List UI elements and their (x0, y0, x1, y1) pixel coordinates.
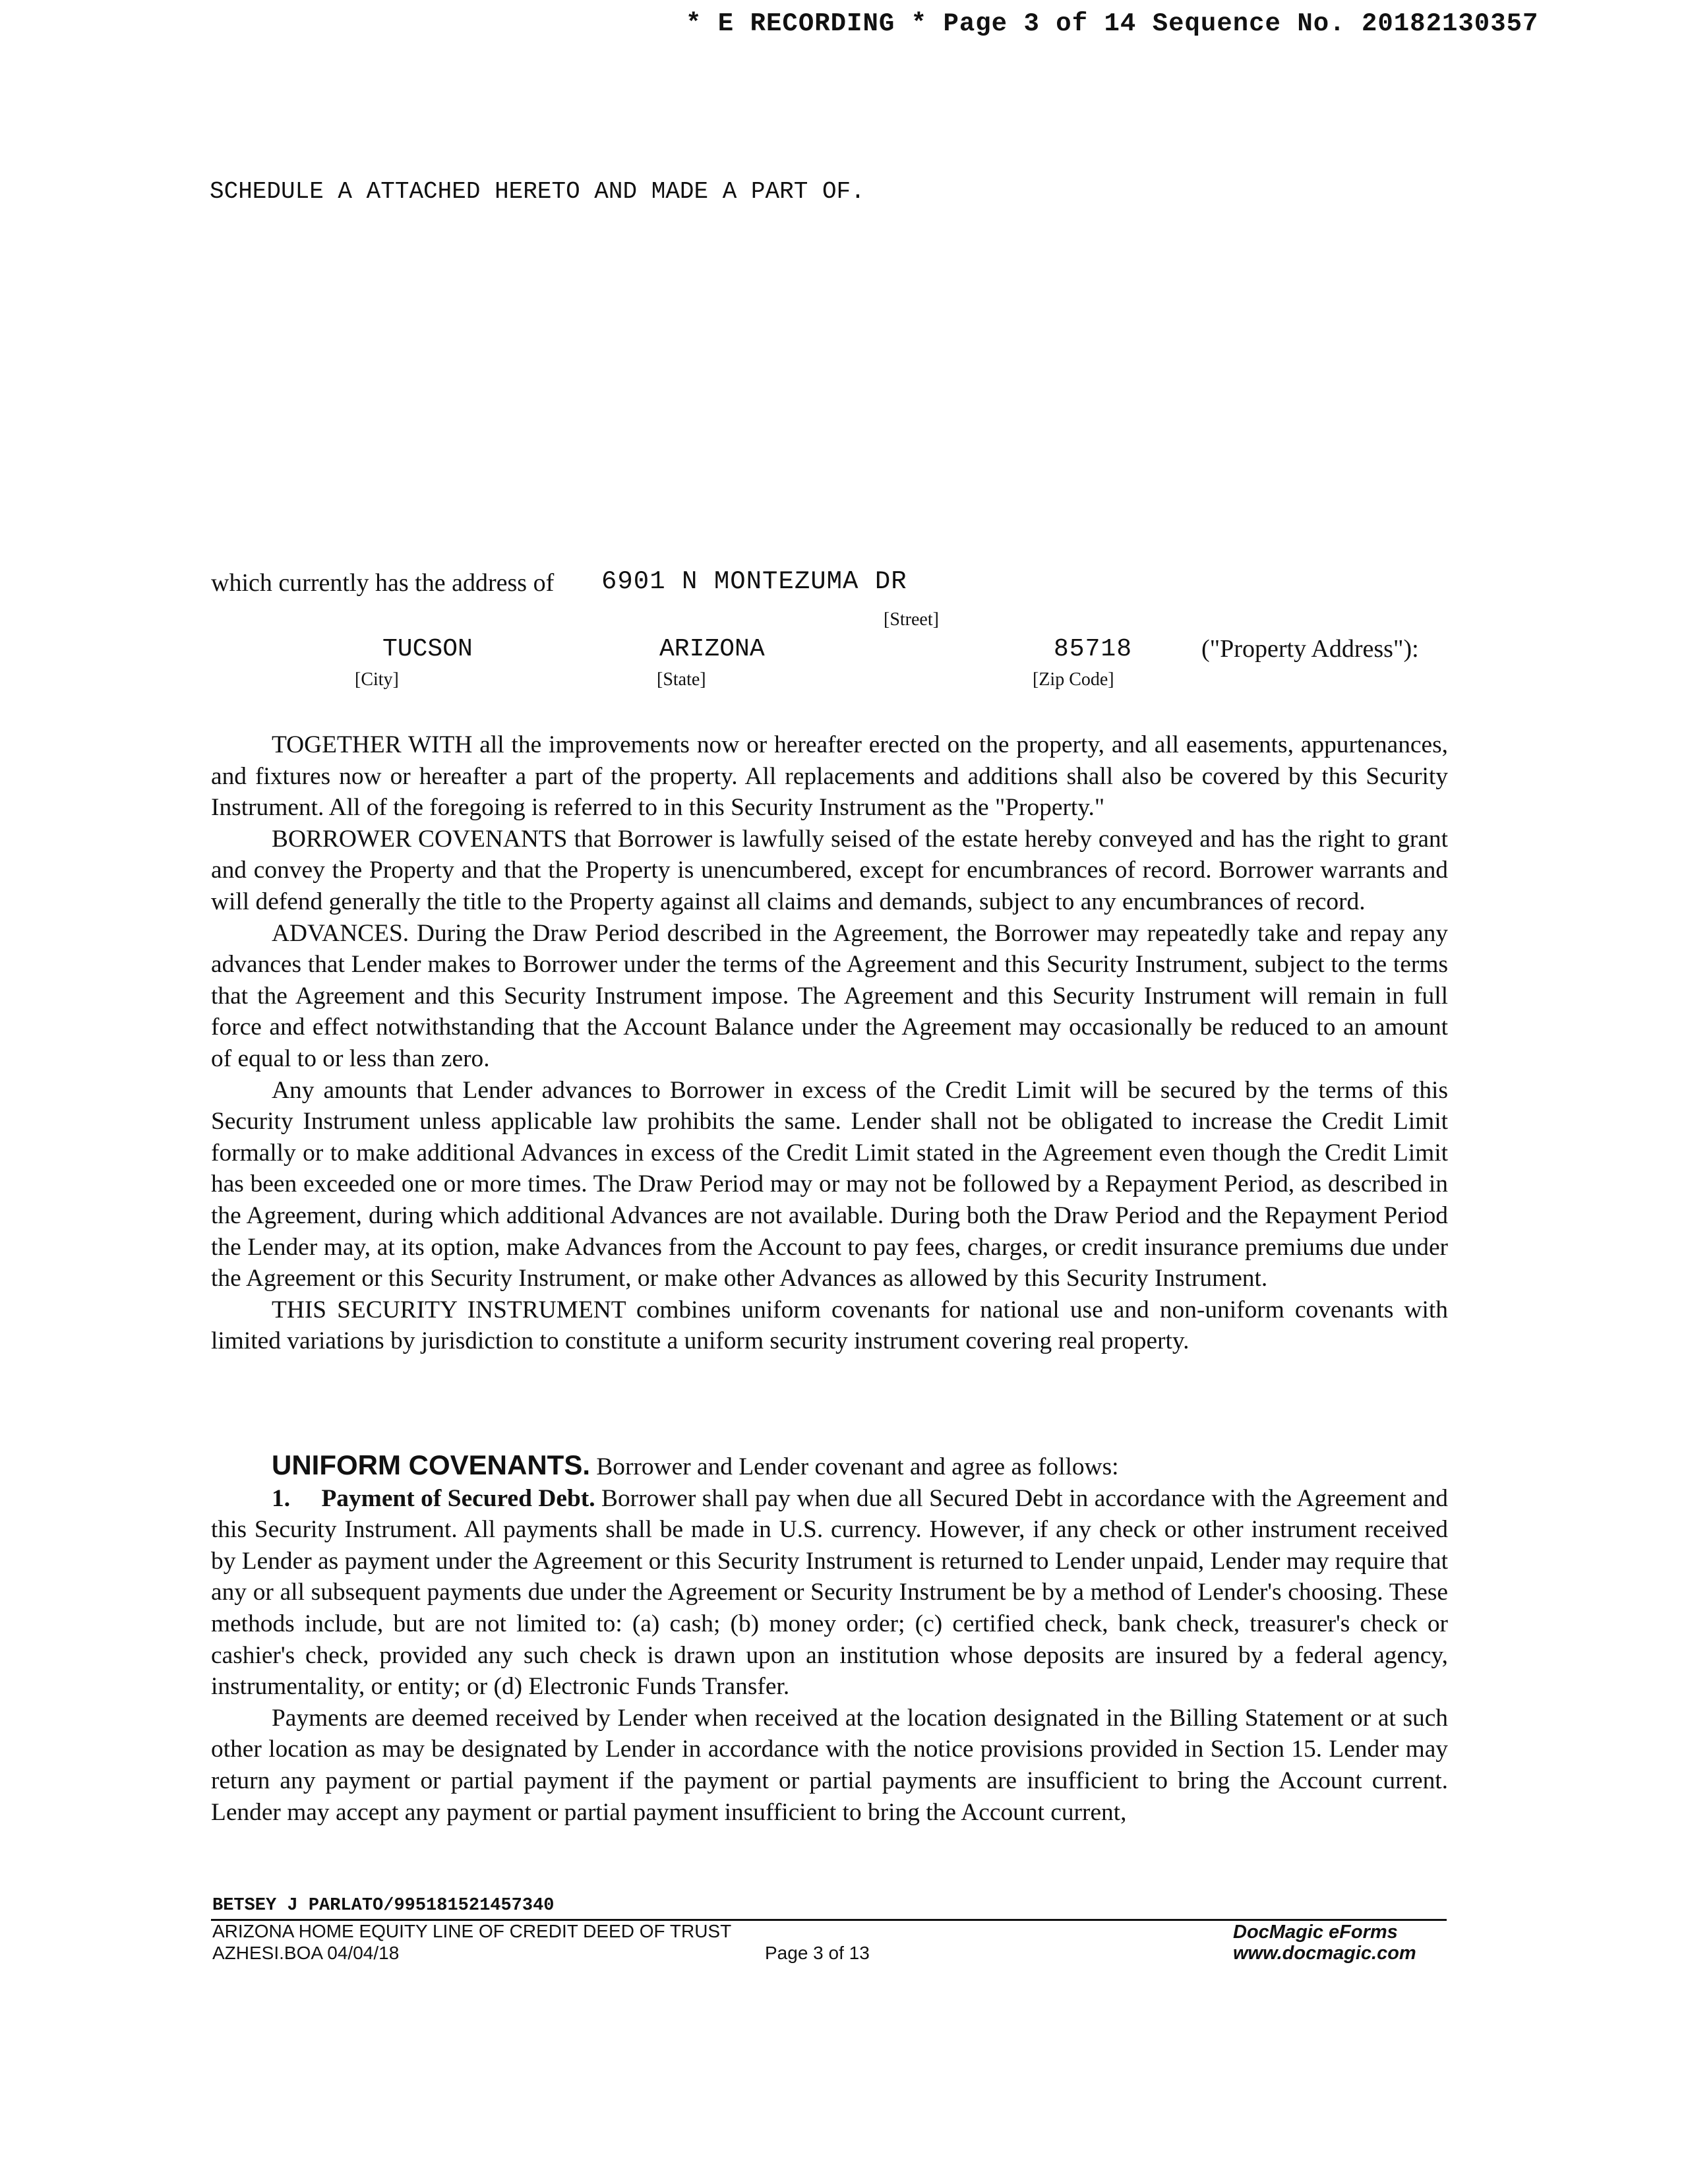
docmagic-logo: DocMagic eForms (1233, 1922, 1398, 1943)
address-city: TUCSON (382, 635, 473, 663)
recording-stamp: * E RECORDING * Page 3 of 14 Sequence No. 20182130357 (686, 9, 1539, 38)
section-1-text: Borrower shall pay when due all Secured Debt in accordance with the Agreement and this Security Instrument. All payments shall be made in U.S. currency. However, if any check or other instrument received by Lender as payment under the Agreement or this Security Instrument is returned to Lender unpaid, Lender may require that any or all subsequent payments due under the Agreement or Security Instrument be by a method of Lender's choosing. These methods include, but are not limited to: (a) cash; (b) money order; (c) certified check, bank check, treasurer's check or cashier's check, provided any such check is drawn upon an institution whose deposits are insured by a federal agency, instrumentality, or entity; or (d) Electronic Funds Transfer. (211, 1484, 1448, 1701)
section-1-number: 1. (272, 1484, 291, 1512)
paragraph-advances: ADVANCES. During the Draw Period described in the Agreement, the Borrower may repeatedly take and repay any advances that Lender makes to Borrower under the terms of the Agreement and this Security Instrument, subject to the terms that the Agreement and this Security Instrument impose. The Agreement and this Security Instrument will remain in full force and effect notwithstanding that the Account Balance under the Agreement may occasionally be reduced to an amount of equal to or less than zero. (211, 919, 1448, 1072)
footer-page-number: Page 3 of 13 (765, 1943, 870, 1963)
address-street: 6901 N MONTEZUMA DR (601, 567, 907, 596)
property-address-tag: ("Property Address"): (1201, 635, 1419, 663)
footer-form-title: ARIZONA HOME EQUITY LINE OF CREDIT DEED OF TRUST (212, 1921, 732, 1941)
paragraph-this-security-instrument: THIS SECURITY INSTRUMENT combines uniform covenants for national use and non-uniform covenants with limited variations by jurisdiction to constitute a uniform security instrument covering real property. (211, 1296, 1448, 1355)
address-lead-text: which currently has the address of (211, 569, 555, 597)
covenant-paragraphs (211, 729, 1448, 1357)
address-state-label: [State] (657, 669, 706, 690)
paragraph-borrower-covenants: BORROWER COVENANTS that Borrower is lawfully seised of the estate hereby conveyed and has the right to grant and convey the Property and that the Property is unencumbered, except for encumbrances of record. Borrower warrants and will defend generally the title to the Property against all claims and demands, subject to any encumbrances of record. (211, 825, 1448, 915)
uniform-covenants-intro-text: Borrower and Lender covenant and agree as follows: (596, 1453, 1119, 1480)
paragraph-any-amounts: Any amounts that Lender advances to Borrower in excess of the Credit Limit will be secured by the terms of this Security Instrument unless applicable law prohibits the same. Lender shall not be obligated to increase the Credit Limit formally or to make additional Advances in excess of the Credit Limit stated in the Agreement even though the Credit Limit has been exceeded one or more times. The Draw Period may or may not be followed by a Repayment Period, as described in the Agreement, during which additional Advances are not available. During both the Draw Period and the Repayment Period the Lender may, at its option, make Advances from the Account to pay fees, charges, or credit insurance premiums due under the Agreement or this Security Instrument, or make other Advances as allowed by this Security Instrument. (211, 1076, 1448, 1292)
schedule-reference: SCHEDULE A ATTACHED HERETO AND MADE A PART OF. (210, 178, 865, 205)
address-city-label: [City] (355, 669, 399, 690)
section-1-title: Payment of Secured Debt. (321, 1484, 595, 1512)
uniform-covenants-section (211, 1449, 1448, 1828)
paragraph-payments-deemed: Payments are deemed received by Lender when received at the location designated in the Billing Statement or at such other location as may be designated by Lender in accordance with the notice provisions provided in Section 15. Lender may return any payment or partial payment if the payment or partial payments are insufficient to bring the Account current. Lender may accept any payment or partial payment insufficient to bring the Account current, (211, 1704, 1448, 1826)
address-state: ARIZONA (659, 635, 765, 663)
address-zip: 85718 (1054, 635, 1133, 663)
section-1-payment (211, 1483, 1448, 1703)
uniform-covenants-heading: UNIFORM COVENANTS. (272, 1449, 590, 1480)
address-street-label: [Street] (884, 609, 939, 630)
paragraph-together-with: TOGETHER WITH all the improvements now or hereafter erected on the property, and all easements, appurtenances, and fixtures now or hereafter a part of the property. All replacements and additions shall also be covered by this Security Instrument. All of the foregoing is referred to in this Security Instrument as the "Property." (211, 731, 1448, 822)
uniform-covenants-intro (211, 1449, 1448, 1483)
footer-url: www.docmagic.com (1233, 1943, 1416, 1964)
address-zip-label: [Zip Code] (1033, 669, 1114, 690)
footer-borrower-id: BETSEY J PARLATO/995181521457340 (212, 1896, 555, 1916)
footer-form-code: AZHESI.BOA 04/04/18 (212, 1943, 400, 1963)
